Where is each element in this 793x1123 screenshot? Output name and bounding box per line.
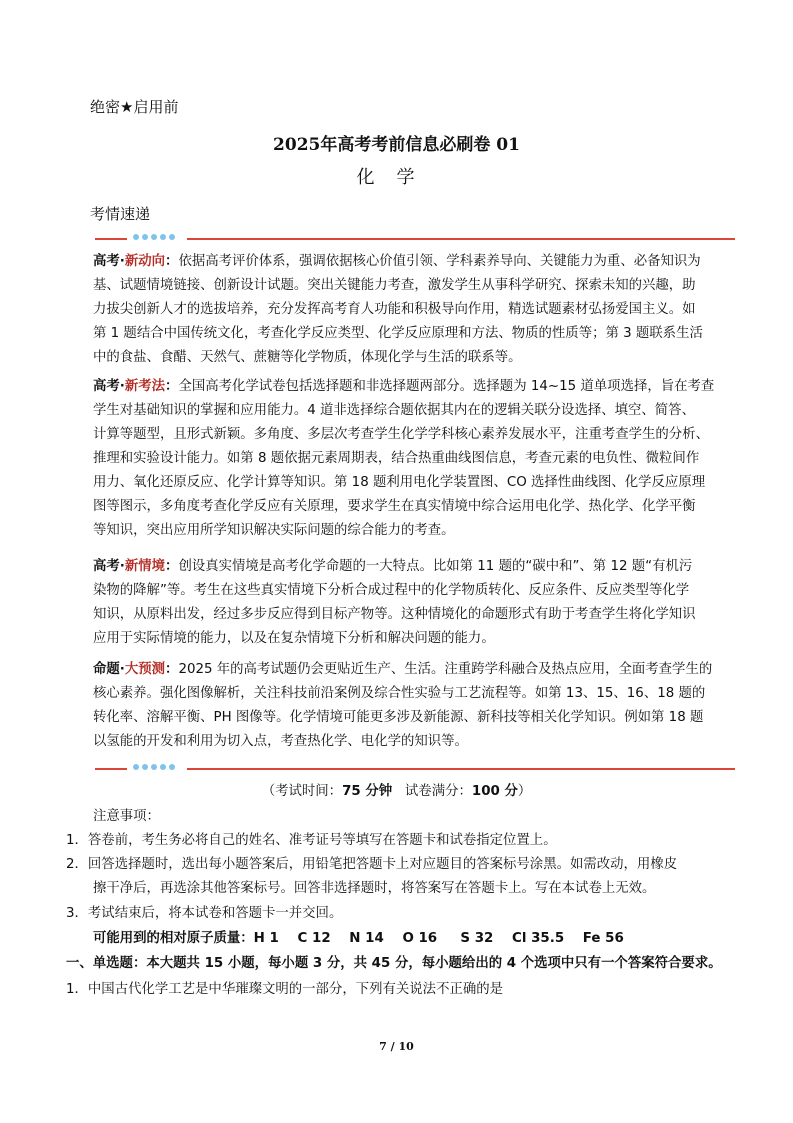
section-label: 高考·新动向： xyxy=(93,254,179,269)
section-label: 高考·新考法： xyxy=(93,379,179,394)
notice-item: 2．回答选择题时，选出每小题答案后，用铅笔把答题卡上对应题目的答案标号涂黑。如需改动，用橡皮 xyxy=(66,857,678,872)
analysis-new-method: 高考·新考法：全国高考化学试卷包括选择题和非选择题两部分。选择题为 14~15 道单项选择，旨在考查 学生对基础知识的掌握和应用能力。4 道非选择综合题依据其内在的逻辑关联分设选择、填空、简答、 计算等题型，且形式新颖。多角度、多层次考查学生化学学科核心素养发展水平，注重考查学生的分析、 推理和实验设计能力。如第 8 题依据元素周期表，结合热重曲线图信息，考查元素的电负性、微粒间作 用力、氧化还原反应、化学计算等知识。第 18 题利用电化学装置图、CO 选择性曲线图、化学反应原理 图等图示，多角度考查化学反应有关原理，要求学生在真实情境中综合运用电化学、热化学、化学平衡 等知识，突出应用所学知识解决实际问题的综合能力的考查。 xyxy=(93,379,715,538)
atomic-mass-line: 可能用到的相对原子质量：H 1 C 12 N 14 O 16 S 32 Cl 35.5 Fe 56 xyxy=(93,931,624,946)
section-label: 高考·新情境： xyxy=(93,559,179,574)
subject-title: 化学 xyxy=(356,167,437,188)
notice-title: 注意事项： xyxy=(93,809,160,824)
section-one-heading: 一、单选题：本大题共 15 小题，每小题 3 分，共 45 分，每小题给出的 4 个选项中只有一个答案符合要求。 xyxy=(66,956,722,971)
confidential-mark: 绝密★启用前 xyxy=(90,98,179,116)
analysis-new-context: 高考·新情境：创设真实情境是高考化学命题的一大特点。比如第 11 题的“碳中和”、第 12 题“有机污 染物的降解”等。考生在这些真实情境下分析合成过程中的化学物质转化、反应条件、反应类型等化学 知识，从原料出发，经过多步反应得到目标产物等。这种情境化的命题形式有助于考查学生将化学知识 应用于实际情境的能力，以及在复杂情境下分析和解决问题的能力。 xyxy=(93,559,696,646)
top-divider xyxy=(95,233,735,245)
notice-item: 1．答卷前，考生务必将自己的姓名、准考证号等填写在答题卡和试卷指定位置上。 xyxy=(66,833,557,848)
notice-item: 3．考试结束后，将本试卷和答题卡一并交回。 xyxy=(66,906,343,921)
section-heading: 考情速递 xyxy=(90,205,151,223)
bottom-divider xyxy=(95,763,735,775)
exam-info: （考试时间：75 分钟 试卷满分：100 分） xyxy=(261,784,532,799)
section-label: 命题·大预测： xyxy=(93,662,179,677)
notice-item: 擦干净后，再选涂其他答案标号。回答非选择题时，将答案写在答题卡上。写在本试卷上无效。 xyxy=(93,881,656,896)
question-1: 1．中国古代化学工艺是中华璀璨文明的一部分，下列有关说法不正确的是 xyxy=(66,982,504,997)
analysis-new-trend: 高考·新动向：依据高考评价体系，强调依据核心价值引领、学科素养导向、关键能力为重、必备知识为 基、试题情境链接、创新设计试题。突出关键能力考查，激发学生从事科学研究、探索未知的兴趣，助 力拔尖创新人才的选拔培养，充分发挥高考育人功能和积极导向作用，精选试题素材弘扬爱国主义。如 第 1 题结合中国传统文化，考查化学反应类型、化学反应原理和方法、物质的性质等；第 3 题联系生活 中的食盐、食醋、天然气、蔗糖等化学物质，体现化学与生活的联系等。 xyxy=(93,254,703,365)
analysis-prediction: 命题·大预测：2025 年的高考试题仍会更贴近生产、生活。注重跨学科融合及热点应用，全面考查学生的 核心素养。强化图像解析，关注科技前沿案例及综合性实验与工艺流程等。如第 13、15、16、18 题的 转化率、溶解平衡、PH 图像等。化学情境可能更多涉及新能源、新科技等相关化学知识。例如第 18 题 以氢能的开发和利用为切入点，考查热化学、电化学的知识等。 xyxy=(93,662,713,749)
page-number: 7 / 10 xyxy=(379,1040,414,1053)
paper-title: 2025年高考考前信息必刷卷 01 xyxy=(273,135,520,155)
